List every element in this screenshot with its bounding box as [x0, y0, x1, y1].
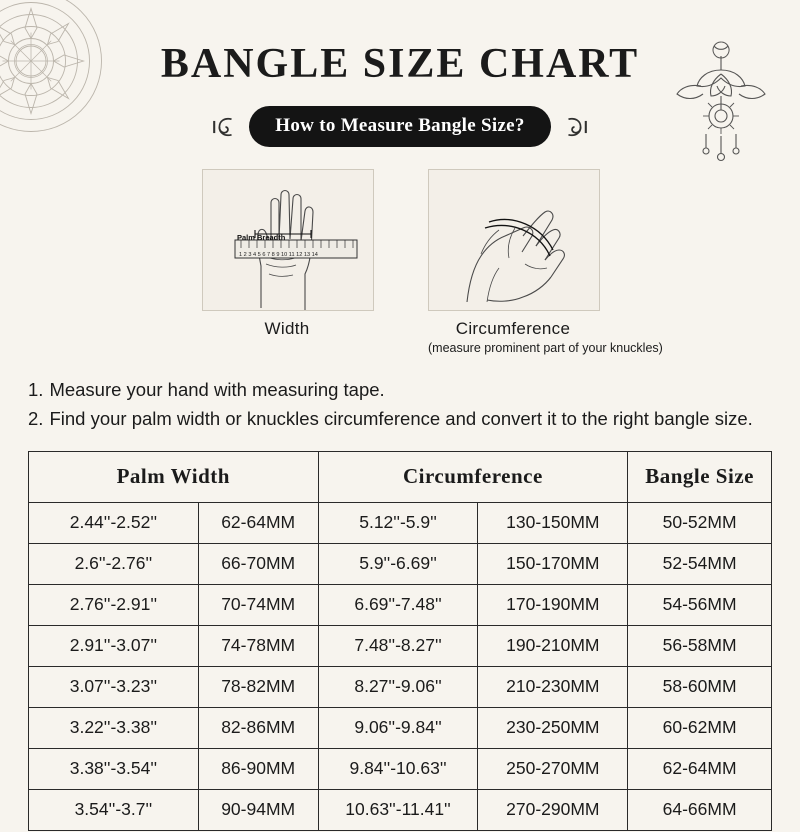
- size-chart-table: [28, 451, 772, 831]
- cell-circumference-in: 7.48''-8.27'': [318, 625, 478, 666]
- cell-circumference-mm: 210-230MM: [478, 666, 628, 707]
- palm-breadth-label: Palm Breadth: [237, 233, 286, 242]
- table-row: [29, 502, 772, 543]
- cell-circumference-mm: 250-270MM: [478, 748, 628, 789]
- cell-circumference-mm: 230-250MM: [478, 707, 628, 748]
- cell-bangle-size: 56-58MM: [628, 625, 772, 666]
- figure-circumference-image: [428, 169, 600, 311]
- cell-bangle-size: 52-54MM: [628, 543, 772, 584]
- cell-circumference-in: 9.84''-10.63'': [318, 748, 478, 789]
- step-number: 1.: [28, 379, 44, 400]
- column-header-circumference: Circumference: [318, 451, 628, 502]
- how-to-measure-banner: [0, 106, 800, 147]
- table-row: [29, 666, 772, 707]
- cell-palm-width-mm: 74-78MM: [198, 625, 318, 666]
- cell-circumference-mm: 130-150MM: [478, 502, 628, 543]
- cell-bangle-size: 58-60MM: [628, 666, 772, 707]
- figure-circumference: [428, 169, 663, 355]
- cell-palm-width-mm: 78-82MM: [198, 666, 318, 707]
- cell-palm-width-in: 2.76''-2.91'': [29, 584, 199, 625]
- cell-palm-width-mm: 82-86MM: [198, 707, 318, 748]
- column-header-bangle-size: Bangle Size: [628, 451, 772, 502]
- cell-bangle-size: 54-56MM: [628, 584, 772, 625]
- cell-circumference-in: 10.63''-11.41'': [318, 789, 478, 830]
- page-title: BANGLE SIZE CHART: [160, 41, 640, 87]
- cell-bangle-size: 50-52MM: [628, 502, 772, 543]
- cell-circumference-mm: 150-170MM: [478, 543, 628, 584]
- cell-palm-width-mm: 62-64MM: [198, 502, 318, 543]
- cell-circumference-mm: 270-290MM: [478, 789, 628, 830]
- cell-circumference-in: 6.69''-7.48'': [318, 584, 478, 625]
- figure-width-image: [202, 169, 374, 311]
- cell-palm-width-in: 2.91''-3.07'': [29, 625, 199, 666]
- figure-circumference-subcaption: (measure prominent part of your knuckles): [428, 341, 663, 355]
- cell-palm-width-mm: 66-70MM: [198, 543, 318, 584]
- how-to-measure-pill: How to Measure Bangle Size?: [249, 106, 550, 147]
- step-number: 2.: [28, 407, 44, 429]
- cell-circumference-in: 5.12''-5.9'': [318, 502, 478, 543]
- instruction-step: [28, 377, 768, 404]
- step-text: Find your palm width or knuckles circumference and convert it to the right bangle size.: [49, 407, 753, 429]
- cell-palm-width-mm: 70-74MM: [198, 584, 318, 625]
- table-row: [29, 584, 772, 625]
- cell-palm-width-in: 2.6''-2.76'': [29, 543, 199, 584]
- table-row: [29, 625, 772, 666]
- table-row: [29, 543, 772, 584]
- table-row: [29, 748, 772, 789]
- swirl-left-icon: [209, 114, 235, 140]
- table-row: [29, 789, 772, 830]
- figures-row: [0, 169, 800, 355]
- cell-bangle-size: 62-64MM: [628, 748, 772, 789]
- figure-width-caption: Width: [264, 319, 310, 338]
- instructions-list: [28, 377, 768, 433]
- cell-palm-width-in: 3.54''-3.7'': [29, 789, 199, 830]
- table-row: [29, 707, 772, 748]
- column-header-palm-width: Palm Width: [29, 451, 319, 502]
- cell-bangle-size: 60-62MM: [628, 707, 772, 748]
- ruler-numbers: 1 2 3 4 5 6 7 8 9 10 11 12 13 14: [239, 252, 318, 258]
- cell-circumference-in: 5.9''-6.69'': [318, 543, 478, 584]
- cell-palm-width-in: 2.44''-2.52'': [29, 502, 199, 543]
- figure-circumference-caption: Circumference: [455, 319, 571, 338]
- cell-bangle-size: 64-66MM: [628, 789, 772, 830]
- table-header-row: [29, 451, 772, 502]
- instruction-step: [28, 406, 768, 433]
- swirl-right-icon: [565, 114, 591, 140]
- cell-circumference-mm: 190-210MM: [478, 625, 628, 666]
- cell-circumference-mm: 170-190MM: [478, 584, 628, 625]
- cell-palm-width-in: 3.22''-3.38'': [29, 707, 199, 748]
- cell-palm-width-in: 3.38''-3.54'': [29, 748, 199, 789]
- cell-palm-width-in: 3.07''-3.23'': [29, 666, 199, 707]
- cell-circumference-in: 9.06''-9.84'': [318, 707, 478, 748]
- cell-palm-width-mm: 86-90MM: [198, 748, 318, 789]
- cell-circumference-in: 8.27''-9.06'': [318, 666, 478, 707]
- step-text: Measure your hand with measuring tape.: [49, 379, 385, 400]
- figure-width: [202, 169, 372, 355]
- cell-palm-width-mm: 90-94MM: [198, 789, 318, 830]
